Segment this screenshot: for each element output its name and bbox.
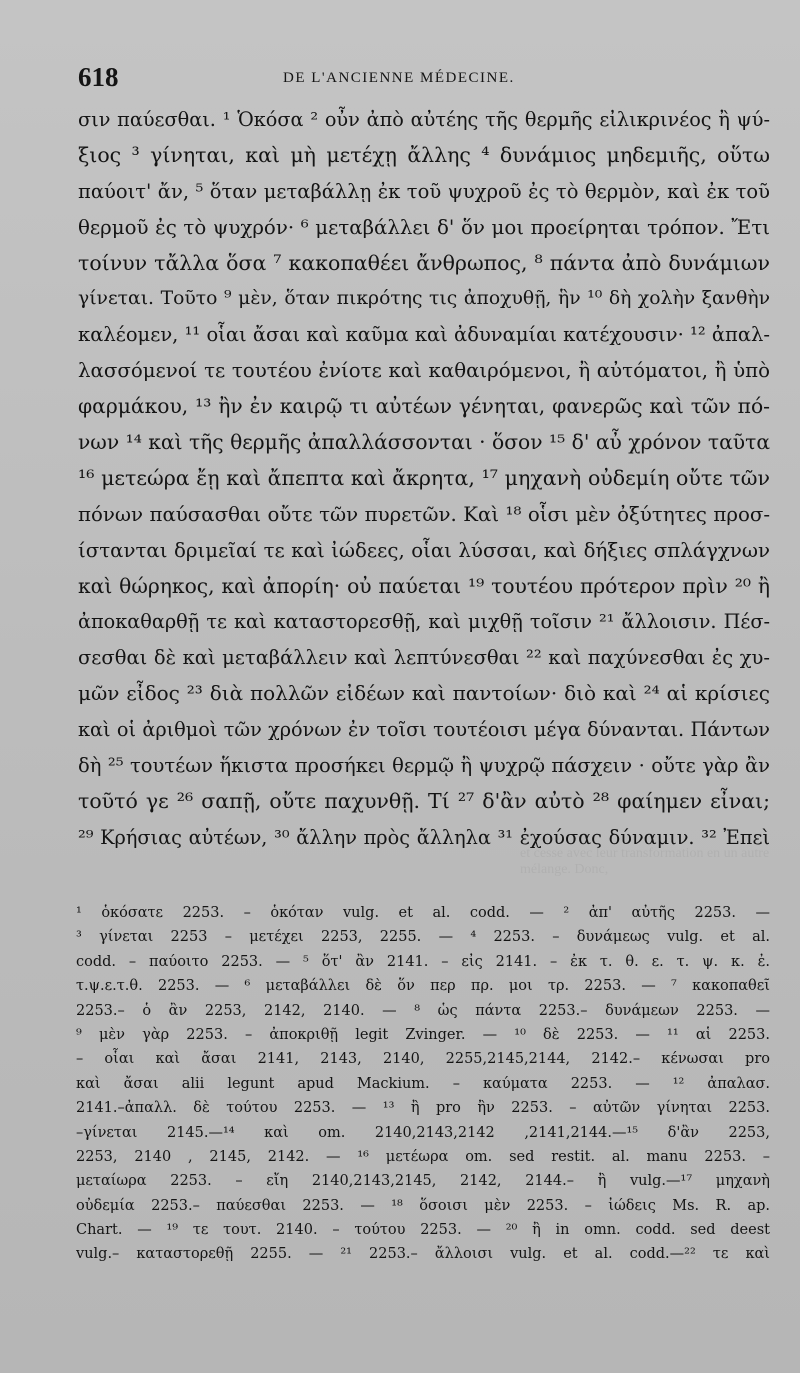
text-line: τοίνυν τἄλλα ὅσα ⁷ κακοπαθέει ἄνθρωπος, ⁸ πάντα ἀπὸ δυνάμιων: [78, 250, 770, 275]
text-line: φαρμάκου, ¹³ ἢν ἐν καιρῷ τι αὐτέων γένηται, φανερῶς καὶ τῶν πό-: [78, 394, 770, 419]
text-line: παύοιτ' ἄν, ⁵ ὅταν μεταβάλλῃ ἐκ τοῦ ψυχροῦ ἐς τὸ θερμὸν, καὶ ἐκ τοῦ: [78, 179, 770, 203]
footnotes: [76, 901, 770, 1267]
text-line: ¹⁶ μετεώρα ἔῃ καὶ ἄπεπτα καὶ ἄκρητα, ¹⁷ μηχανὴ οὐδεμίη οὔτε τῶν: [78, 465, 770, 490]
text-line: ίστανται δριμεῖαί τε καὶ ἰώδεες, οἷαι λύσσαι, καὶ δήξιες σπλάγχνων: [78, 538, 770, 562]
text-line: θερμοῦ ἐς τὸ ψυχρόν· ⁶ μεταβάλλει δ' ὅν μοι προείρηται τρόπον. Ἔτι: [78, 215, 770, 239]
page-header: [78, 62, 768, 98]
footnote-line: codd. – παύοιτο 2253. — ⁵ ὅτ' ἂν 2141. – εἰς 2141. – ἐκ τ. θ. ε. τ. ψ. κ. ἐ.: [76, 953, 770, 970]
text-line: τοῦτό γε ²⁶ σαπῇ, οὔτε παχυνθῇ. Τί ²⁷ δ'ἂν αὐτὸ ²⁸ φαίημεν εἶναι;: [78, 788, 770, 813]
text-line: καλέομεν, ¹¹ οἷαι ἄσαι καὶ καῦμα καὶ ἀδυναμίαι κατέχουσιν· ¹² ἀπαλ-: [78, 323, 770, 347]
footnote-line: 2141.–ἀπαλλ. δὲ τούτου 2253. — ¹³ ἢ pro ἢν 2253. – αὐτῶν γίνηται 2253.: [76, 1100, 770, 1117]
footnote-line: οὐδεμία 2253.– παύεσθαι 2253. — ¹⁸ ὅσοισι μὲν 2253. – ἰώδεις Ms. R. ap.: [76, 1197, 770, 1214]
text-line: σιν παύεσθαι. ¹ Ὁκόσα ² οὖν ἀπὸ αὐτέης τῆς θερμῆς εἰλικρινέος ἢ ψύ-: [78, 108, 770, 131]
footnote-line: ³ γίνεται 2253 – μετέχει 2253, 2255. — ⁴ 2253. – δυνάμεως vulg. et al.: [76, 929, 770, 946]
text-line: ξιος ³ γίνηται, καὶ μὴ μετέχῃ ἄλλης ⁴ δυνάμιος μηδεμιῆς, οὕτω: [78, 142, 770, 167]
footnote-line: μεταίωρα 2253. – εἴη 2140,2143,2145, 2142, 2144.– ἢ vulg.—¹⁷ μηχανὴ: [76, 1173, 770, 1190]
footnote-line: ¹ ὁκόσατε 2253. – ὁκόταν vulg. et al. codd. — ² ἀπ' αὐτῆς 2253. —: [76, 905, 770, 921]
text-line: καὶ οἱ ἀριθμοὶ τῶν χρόνων ἐν τοῖσι τουτέοισι μέγα δύνανται. Πάντων: [78, 718, 770, 742]
footnote-line: καὶ ἄσαι alii legunt apud Mackium. – καύματα 2253. — ¹² ἀπαλασ.: [76, 1075, 770, 1092]
text-line: μῶν εἶδος ²³ διὰ πολλῶν εἰδέων καὶ παντοίων· διὸ καὶ ²⁴ αἱ κρίσιες: [78, 681, 770, 706]
text-line: πόνων παύσασθαι οὔτε τῶν πυρετῶν. Καὶ ¹⁸ οἷσι μὲν ὀξύτητες προσ-: [78, 502, 770, 526]
text-line: ἀποκαθαρθῇ τε καὶ καταστορεσθῇ, καὶ μιχθῇ τοῖσιν ²¹ ἄλλοισιν. Πέσ-: [78, 610, 770, 634]
footnote-line: Chart. — ¹⁹ τε τουτ. 2140. – τούτου 2253. — ²⁰ ἢ in omn. codd. sed deest: [76, 1222, 770, 1239]
text-line: σεσθαι δὲ καὶ μεταβάλλειν καὶ λεπτύνεσθαι ²² καὶ παχύνεσθαι ἐς χυ-: [78, 646, 770, 670]
running-title: DE L'ANCIENNE MÉDECINE.: [283, 70, 515, 86]
text-line: ²⁹ Κρήσιας αὐτέων, ³⁰ ἄλλην πρὸς ἄλληλα ³¹ ἐχούσας δύναμιν. ³² Ἐπεὶ: [78, 825, 770, 849]
page-number: 618: [78, 62, 119, 92]
greek-main-text: [78, 102, 770, 856]
text-line: δὴ ²⁵ τουτέων ἥκιστα προσήκει θερμῷ ἢ ψυχρῷ πάσχειν · οὔτε γὰρ ἂν: [78, 754, 770, 778]
footnote-line: 2253, 2140 , 2145, 2142. — ¹⁶ μετέωρα om. sed restit. al. manu 2253. –: [76, 1148, 770, 1165]
text-line: λασσόμενοί τε τουτέου ἐνίοτε καὶ καθαιρόμενοι, ἢ αὐτόματοι, ἢ ὑπὸ: [78, 359, 770, 383]
footnote-line: 2253.– ὁ ἂν 2253, 2142, 2140. — ⁸ ὡς πάντα 2253.– δυνάμεων 2253. —: [76, 1002, 770, 1019]
text-line: γίνεται. Τοῦτο ⁹ μὲν, ὅταν πικρότης τις ἀποχυθῇ, ἣν ¹⁰ δὴ χολὴν ξανθὴν: [78, 288, 770, 310]
footnote-line: vulg.– καταστορεθῇ 2255. — ²¹ 2253.– ἄλλοισι vulg. et al. codd.—²² τε καὶ: [76, 1246, 770, 1263]
footnote-line: –γίνεται 2145.—¹⁴ καὶ om. 2140,2143,2142 ,2141,2144.—¹⁵ δ'ἂν 2253,: [76, 1124, 770, 1141]
text-line: νων ¹⁴ καὶ τῆς θερμῆς ἀπαλλάσσονται · ὅσον ¹⁵ δ' αὖ χρόνον ταῦτα: [78, 430, 770, 455]
text-line: καὶ θώρηκος, καὶ ἀπορίη· οὐ παύεται ¹⁹ τουτέου πρότερον πρὶν ²⁰ ἢ: [78, 573, 770, 598]
bleed-through-text: et cesse avec leur transformation en un autre mélange. Donc,: [520, 846, 770, 877]
footnote-line: – οἷαι καὶ ἄσαι 2141, 2143, 2140, 2255,2145,2144, 2142.– κένωσαι pro: [76, 1051, 770, 1068]
footnote-line: ⁹ μὲν γὰρ 2253. – ἀποκριθῇ legit Zvinger. — ¹⁰ δὲ 2253. — ¹¹ αἱ 2253.: [76, 1026, 770, 1043]
footnote-line: τ.ψ.ε.τ.θ. 2253. — ⁶ μεταβάλλει δὲ ὅν περ πρ. μοι τρ. 2253. — ⁷ κακοπαθεῖ: [76, 978, 770, 995]
